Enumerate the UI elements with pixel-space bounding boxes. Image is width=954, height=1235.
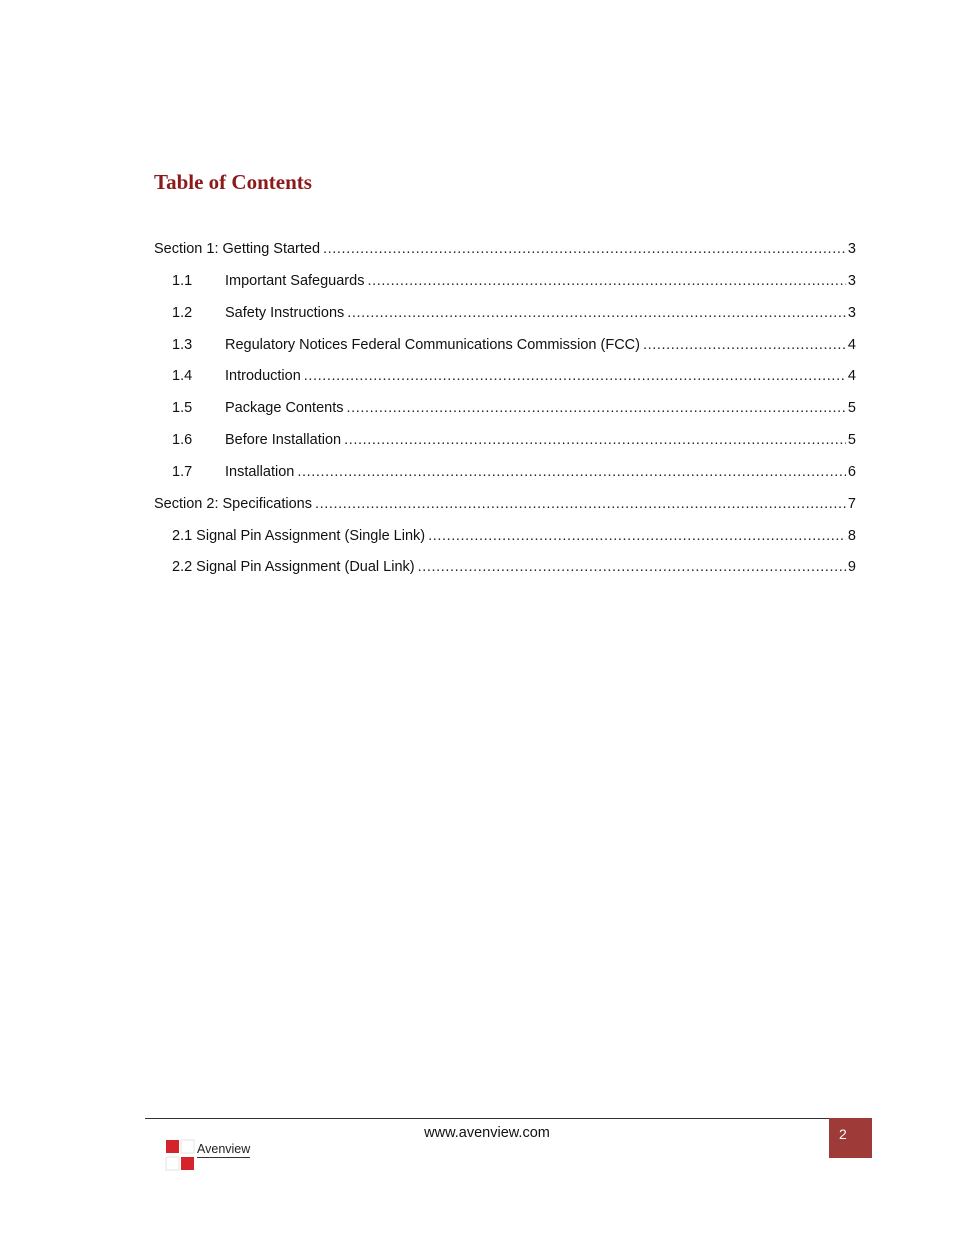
toc-list <box>154 236 856 586</box>
toc-entry[interactable] <box>154 491 856 523</box>
toc-entry-label: Section 1: Getting Started <box>154 241 321 257</box>
toc-entry[interactable] <box>154 300 856 332</box>
toc-entry-page: 9 <box>847 559 856 576</box>
toc-dot-leader <box>344 427 846 453</box>
toc-entry-number: 1.2 <box>172 304 193 321</box>
toc-entry[interactable] <box>154 427 856 459</box>
toc-entry-page: 4 <box>847 336 856 353</box>
toc-entry-page: 5 <box>847 400 856 417</box>
logo-squares-icon <box>160 1138 200 1178</box>
toc-entry-number: 1.1 <box>172 272 193 289</box>
toc-dot-leader <box>643 332 846 358</box>
toc-entry-label: Regulatory Notices Federal Communications Commission (FCC) <box>225 336 640 353</box>
toc-entry-page: 4 <box>847 368 856 385</box>
toc-entry-number: 1.3 <box>172 336 193 353</box>
toc-entry[interactable] <box>154 363 856 395</box>
toc-entry-number: 1.4 <box>172 368 193 385</box>
toc-entry-page: 3 <box>847 304 856 321</box>
toc-entry-number: 1.7 <box>172 463 193 480</box>
toc-dot-leader <box>315 491 846 517</box>
toc-dot-leader <box>347 300 846 326</box>
toc-entry-label: Important Safeguards <box>225 272 365 289</box>
toc-entry-page: 3 <box>847 272 856 289</box>
page-number-badge: 2 <box>829 1118 872 1158</box>
toc-entry-number: 1.6 <box>172 432 193 449</box>
toc-dot-leader <box>418 554 846 580</box>
toc-entry[interactable] <box>154 332 856 364</box>
toc-title: Table of Contents <box>154 170 312 194</box>
toc-entry-label: 2.2 Signal Pin Assignment (Dual Link) <box>172 559 415 576</box>
toc-entry[interactable] <box>154 459 856 491</box>
toc-dot-leader <box>367 268 845 294</box>
toc-entry-label: Before Installation <box>225 432 342 449</box>
toc-entry-page: 6 <box>847 463 856 480</box>
toc-entry-page: 3 <box>847 241 856 257</box>
toc-dot-leader <box>304 363 846 389</box>
toc-dot-leader <box>428 523 846 549</box>
toc-entry-label: Safety Instructions <box>225 304 345 321</box>
toc-entry-page: 8 <box>847 527 856 544</box>
toc-entry-label: Section 2: Specifications <box>154 495 312 512</box>
company-logo <box>160 1138 270 1184</box>
toc-entry-page: 5 <box>847 432 856 449</box>
toc-entry[interactable] <box>154 523 856 555</box>
toc-dot-leader <box>323 236 846 262</box>
toc-entry-label: Package Contents <box>225 400 344 417</box>
toc-entry-label: Installation <box>225 463 295 480</box>
toc-entry[interactable] <box>154 554 856 586</box>
toc-entry[interactable] <box>154 395 856 427</box>
toc-entry-number: 1.5 <box>172 400 193 417</box>
toc-entry[interactable] <box>154 236 856 268</box>
toc-entry[interactable] <box>154 268 856 300</box>
logo-text: Avenview <box>197 1142 251 1156</box>
footer-website-link[interactable]: www.avenview.com <box>424 1125 550 1141</box>
toc-entry-label: Introduction <box>225 368 301 385</box>
toc-dot-leader <box>347 395 846 421</box>
toc-entry-label: 2.1 Signal Pin Assignment (Single Link) <box>172 527 426 544</box>
toc-dot-leader <box>297 459 846 485</box>
footer-divider <box>145 1118 829 1119</box>
toc-entry-page: 7 <box>847 495 856 512</box>
